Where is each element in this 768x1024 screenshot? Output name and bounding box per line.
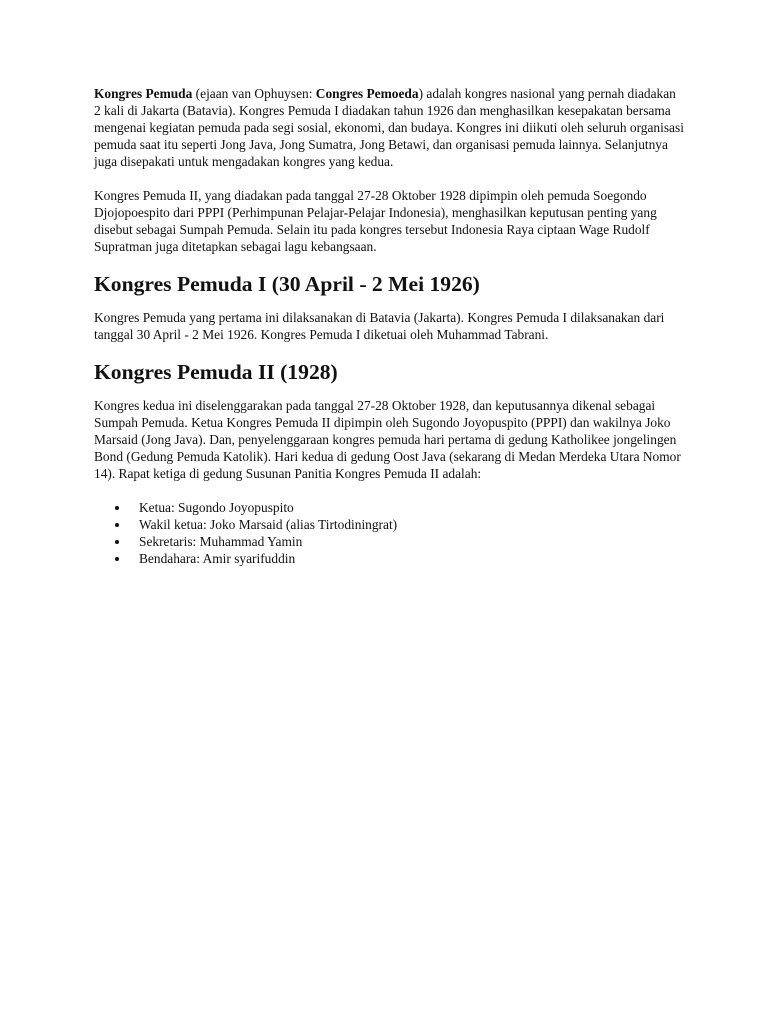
section-body-kongres-ii: Kongres kedua ini diselenggarakan pada tanggal 27-28 Oktober 1928, dan keputusannya dikenal sebagai Sumpah Pemuda. Ketua Kongres Pemuda II dipimpin oleh Sugondo Joyopuspito (PPPI) dan wakilnya Joko Marsaid (Jong Java). Dan, penyelenggaraan kongres pemuda hari pertama di gedung Katholikee jongelingen Bond (Gedung Pemuda Katolik). Hari kedua di gedung Oost Java (sekarang di Medan Merdeka Utara Nomor 14). Rapat ketiga di gedung Susunan Panitia Kongres Pemuda II adalah: — [94, 398, 681, 481]
intro-paragraph — [94, 85, 684, 170]
list-item: Bendahara: Amir syarifuddin — [139, 550, 684, 567]
document-page — [94, 85, 684, 567]
list-item: Wakil ketua: Joko Marsaid (alias Tirtodiningrat) — [139, 516, 684, 533]
list-item: Ketua: Sugondo Joyopuspito — [139, 499, 684, 516]
section-body-kongres-i: Kongres Pemuda yang pertama ini dilaksanakan di Batavia (Jakarta). Kongres Pemuda I dilaksanakan dari tanggal 30 April - 2 Mei 1926. Kongres Pemuda I diketuai oleh Muhammad Tabrani. — [94, 310, 665, 342]
intro-spelling-prefix: (ejaan van Ophuysen: — [192, 86, 316, 101]
committee-list — [94, 499, 684, 567]
intro-spelling-term: Congres Pemoeda — [315, 86, 419, 101]
intro-term: Kongres Pemuda — [94, 86, 193, 101]
list-item: Sekretaris: Muhammad Yamin — [139, 533, 684, 550]
section-heading-kongres-i: Kongres Pemuda I (30 April - 2 Mei 1926) — [94, 272, 480, 296]
intro-rest: ) adalah kongres nasional yang pernah diadakan 2 kali di Jakarta (Batavia). Kongres Pemuda I diadakan tahun 1926 dan menghasilkan kesepakatan bersama mengenai kegiatan pemuda pada segi sosial, ekonomi, dan budaya. Kongres ini diikuti oleh seluruh organisasi pemuda saat itu seperti Jong Java, Jong Sumatra, Jong Betawi, dan organisasi pemuda lainnya. Selanjutnya juga disepakati untuk mengadakan kongres yang kedua. — [94, 86, 684, 169]
section-heading-kongres-ii: Kongres Pemuda II (1928) — [94, 360, 338, 384]
paragraph-kongres-ii-summary: Kongres Pemuda II, yang diadakan pada tanggal 27-28 Oktober 1928 dipimpin oleh pemuda Soegondo Djojopoespito dari PPPI (Perhimpunan Pelajar-Pelajar Indonesia), menghasilkan keputusan penting yang disebut sebagai Sumpah Pemuda. Selain itu pada kongres tersebut Indonesia Raya ciptaan Wage Rudolf Supratman juga ditetapkan sebagai lagu kebangsaan. — [94, 188, 657, 254]
